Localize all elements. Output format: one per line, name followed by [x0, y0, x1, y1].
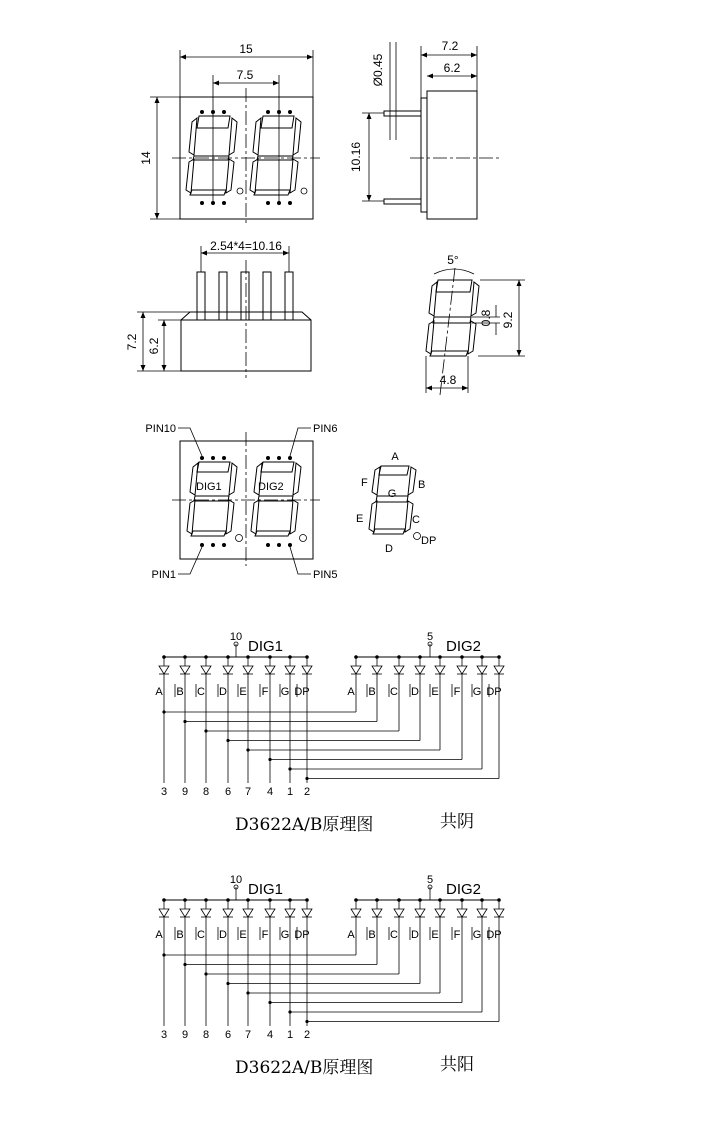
segment-label: DP — [294, 686, 310, 698]
seg-c-label: C — [412, 514, 420, 526]
common-pin-dig2: 5 — [426, 874, 434, 886]
bottom-pin-number: 2 — [303, 1029, 311, 1041]
digit-width-label: 4.8 — [439, 373, 457, 387]
diode — [435, 909, 445, 917]
segment-label: A — [347, 929, 355, 941]
diode — [477, 909, 487, 917]
diode — [415, 909, 425, 917]
seg-d-label: D — [385, 543, 393, 555]
diode — [265, 909, 275, 917]
segment-label: G — [280, 929, 290, 941]
segment-label: A — [155, 929, 163, 941]
bottom-pin-number: 6 — [224, 1029, 232, 1041]
bottom-pin-number: 9 — [181, 1029, 189, 1041]
segment-label: C — [390, 929, 398, 941]
seg-f-label: F — [361, 477, 368, 489]
diode — [201, 666, 211, 674]
schematic-common-cathode — [155, 631, 504, 835]
diode — [372, 666, 382, 674]
segment-label: D — [219, 929, 227, 941]
bottom-pin-number: 2 — [303, 786, 311, 798]
diode — [243, 909, 253, 917]
segment-label: D — [411, 686, 419, 698]
schem-dig1-label: DIG1 — [248, 638, 284, 655]
diode — [265, 666, 275, 674]
bottom-pin-number: 4 — [266, 1029, 274, 1041]
segment-stroke-label: 0.8 — [479, 309, 493, 327]
segment-label: A — [347, 686, 355, 698]
segment-label: DP — [294, 929, 310, 941]
segment-label: DP — [486, 929, 502, 941]
diode — [302, 666, 312, 674]
diode — [457, 666, 467, 674]
seg-e-label: E — [356, 513, 364, 525]
pinout-digit-1 — [187, 462, 243, 542]
front-width-label: 15 — [239, 42, 253, 56]
seg-dp-label: DP — [421, 535, 437, 547]
diode — [394, 666, 404, 674]
diode — [201, 909, 211, 917]
diode — [285, 666, 295, 674]
segment-label: A — [155, 686, 163, 698]
diode — [302, 909, 312, 917]
diode — [180, 666, 190, 674]
pinout-digit-2 — [251, 462, 307, 542]
schematic-type-label: 共阴 — [440, 812, 474, 832]
segment-label: DP — [486, 686, 502, 698]
pinout-view — [145, 423, 337, 581]
bottom-pin-number: 7 — [244, 786, 252, 798]
segment-height-label: 9.2 — [501, 311, 515, 329]
diode — [223, 909, 233, 917]
segment-label: D — [219, 686, 227, 698]
segment-label: G — [280, 686, 290, 698]
bottom-pin-number: 3 — [160, 786, 168, 798]
bottom-pin-number: 3 — [160, 1029, 168, 1041]
dig2-label: DIG2 — [258, 481, 284, 493]
seg-g-label: G — [387, 488, 397, 500]
diode — [435, 666, 445, 674]
diode — [351, 909, 361, 917]
segment-detail — [426, 253, 525, 395]
schematic-caption: D3622A/B原理图 — [235, 1058, 374, 1078]
diode — [394, 909, 404, 917]
segment-label: B — [368, 686, 376, 698]
side-view — [349, 39, 500, 219]
schem-dig2-label: DIG2 — [446, 638, 482, 655]
diode — [223, 666, 233, 674]
diode — [180, 909, 190, 917]
front-view — [139, 42, 320, 226]
diode — [494, 909, 504, 917]
digit-pitch-label: 7.5 — [236, 68, 254, 82]
segment-label: D — [411, 929, 419, 941]
diode — [477, 666, 487, 674]
side-body-label: 6.2 — [443, 61, 461, 75]
pin6-label: PIN6 — [313, 423, 338, 435]
front-digit-1 — [186, 116, 243, 195]
segment-label: F — [261, 686, 269, 698]
schem-dig2-label: DIG2 — [446, 881, 482, 898]
pin-pitch-label: 2.54*4=10.16 — [210, 239, 282, 253]
bottom-pin-number: 1 — [286, 786, 294, 798]
front-height-label: 14 — [139, 151, 153, 165]
diode — [285, 909, 295, 917]
segment-label: G — [472, 929, 482, 941]
segment-label: C — [197, 686, 205, 698]
pin-diameter-label: Ø0.45 — [371, 53, 385, 87]
bottom-height-label: 7.2 — [125, 333, 139, 351]
bottom-pin-number: 7 — [244, 1029, 252, 1041]
bottom-body-label: 6.2 — [147, 337, 161, 355]
segment-label: B — [368, 929, 376, 941]
segment-label: E — [239, 929, 247, 941]
bottom-pin-number: 4 — [266, 786, 274, 798]
schematic-type-label: 共阳 — [440, 1055, 474, 1075]
segment-label: E — [431, 929, 439, 941]
segment-label: F — [453, 929, 461, 941]
segment-label: F — [453, 686, 461, 698]
pin-row-spacing-label: 10.16 — [349, 141, 363, 173]
diode — [351, 666, 361, 674]
segment-legend — [356, 451, 436, 555]
bottom-view — [125, 239, 311, 378]
common-pin-dig2: 5 — [426, 631, 434, 643]
pin5-label: PIN5 — [313, 569, 338, 581]
diode — [159, 666, 169, 674]
common-pin-dig1: 10 — [229, 874, 243, 886]
diode — [159, 909, 169, 917]
segment-label: B — [176, 929, 184, 941]
diode — [457, 909, 467, 917]
bottom-pin-number: 1 — [286, 1029, 294, 1041]
common-pin-dig1: 10 — [229, 631, 243, 643]
pin10-label: PIN10 — [145, 423, 176, 435]
bottom-pin-number: 8 — [202, 786, 210, 798]
schematic-caption: D3622A/B原理图 — [235, 815, 374, 835]
side-depth-label: 7.2 — [441, 39, 459, 53]
seg-a-label: A — [391, 451, 399, 463]
front-digit-2 — [250, 116, 307, 195]
segment-label: F — [261, 929, 269, 941]
diode — [372, 909, 382, 917]
segment-label: C — [390, 686, 398, 698]
segment-label: E — [431, 686, 439, 698]
bottom-pin-number: 8 — [202, 1029, 210, 1041]
schem-dig1-label: DIG1 — [248, 881, 284, 898]
segment-label: C — [197, 929, 205, 941]
dig1-label: DIG1 — [196, 481, 222, 493]
segment-label: B — [176, 686, 184, 698]
diode — [494, 666, 504, 674]
slant-angle-label: 5° — [447, 253, 459, 267]
diode — [415, 666, 425, 674]
segment-label: E — [239, 686, 247, 698]
diode — [243, 666, 253, 674]
bottom-pin-number: 6 — [224, 786, 232, 798]
segment-label: G — [472, 686, 482, 698]
pin1-label: PIN1 — [151, 569, 176, 581]
seg-b-label: B — [418, 479, 426, 491]
schematic-common-anode — [155, 874, 504, 1078]
bottom-pin-number: 9 — [181, 786, 189, 798]
